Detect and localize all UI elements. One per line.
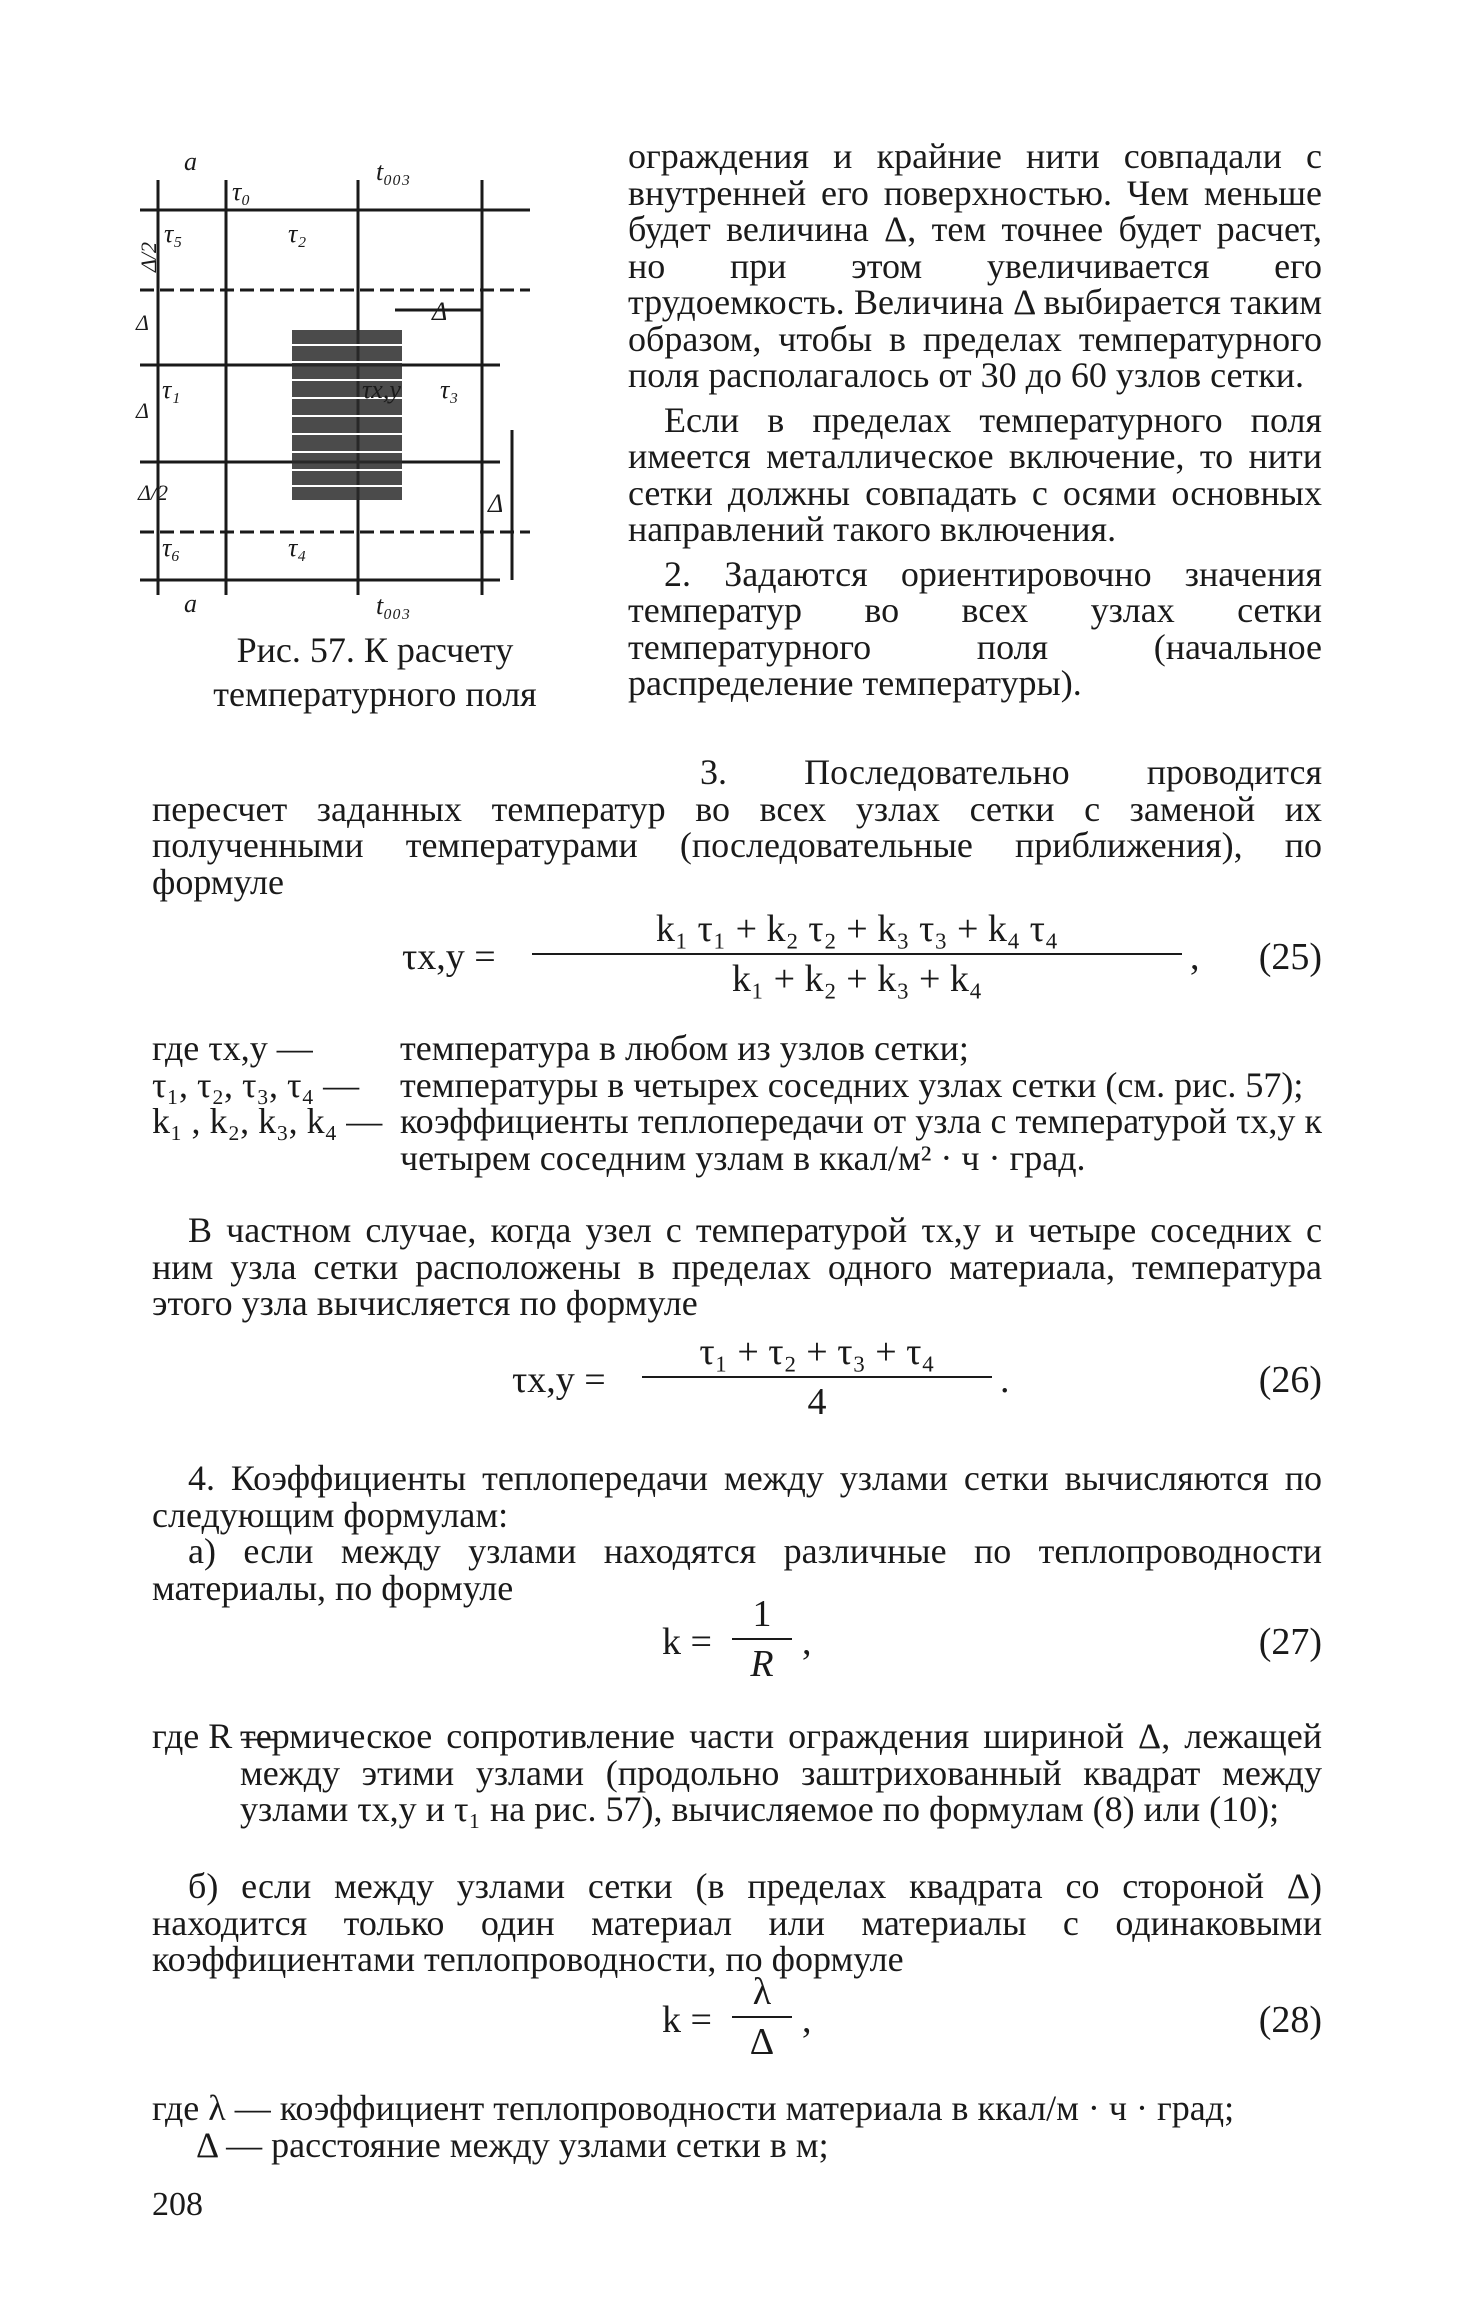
paragraph: а) если между узлами находятся различные по теплопроводности материалы, по формуле [152, 1531, 1322, 1608]
eq-lhs: τx,y = [512, 1359, 606, 1401]
definition-row [152, 1718, 1322, 1828]
eq-punct: . [1000, 1359, 1010, 1401]
paragraph-special [152, 1212, 1322, 1322]
definition-row [152, 1064, 1322, 1105]
eq-fraction [732, 1590, 792, 1688]
eq-punct: , [1190, 936, 1200, 978]
paragraph-b [152, 1868, 1322, 1978]
label-tau1: τ₁ [162, 375, 181, 404]
label-tau5: τ₅ [164, 219, 183, 248]
paragraph: 4. Коэффициенты теплопередачи между узлами сетки вычисляются по следующим формулам: [152, 1458, 1322, 1535]
label-tau2: τ₂ [288, 219, 307, 248]
label-tvozd-top: t₀₀₃ [376, 157, 411, 186]
label-tau6: τ₆ [162, 533, 181, 562]
eq-numerator: k₁ τ₁ + k₂ τ₂ + k₃ τ₃ + k₄ τ₄ [655, 908, 1059, 950]
eq-lhs: k = [662, 1999, 712, 2041]
paragraph: б) если между узлами сетки (в пределах квадрата со стороной Δ) находится только один материал или материалы с одинаковыми коэффициентами теплопроводности, по формуле [152, 1866, 1322, 1979]
eq-numerator: λ [752, 1971, 772, 2013]
equation-25 [152, 905, 1322, 1025]
definition-28 [152, 2090, 1322, 2163]
eq-punct: , [802, 1621, 812, 1663]
definition-27 [152, 1718, 1322, 1828]
label-a-top: a [184, 147, 197, 176]
paragraph: 3. Последовательно проводится пересчет заданных температур во всех узлах сетки с заменой их полученными температурами (последовательные приближения), по формуле [152, 752, 1322, 902]
definition-line: где λ — коэффициент теплопроводности материала в ккал/м · ч · град; [152, 2088, 1235, 2128]
label-delta-left: Δ [136, 310, 149, 335]
eq-denominator: 4 [807, 1381, 827, 1423]
definition-desc: температуры в четырех соседних узлах сетки (см. рис. 57); [400, 1064, 1304, 1105]
definition-desc: температура в любом из узлов сетки; [400, 1028, 969, 1068]
equation-27 [152, 1590, 1322, 1710]
label-a-bottom: a [184, 589, 197, 618]
label-half-top: Δ/2 [136, 241, 161, 272]
equation-number: (25) [1258, 936, 1322, 978]
definition-term: где R — [152, 1716, 278, 1756]
eq-denominator: R [750, 1643, 774, 1685]
eq-denominator: Δ [749, 2021, 775, 2063]
definitions-25 [152, 1030, 1322, 1176]
paragraph-step3 [152, 754, 1322, 900]
equation-number: (26) [1258, 1359, 1322, 1401]
paragraph: В частном случае, когда узел с температурой τx,y и четыре соседних с ним узла сетки расположены в пределах одного материала, температура этого узла вычисляется по формуле [152, 1210, 1322, 1323]
figure-caption: Рис. 57. К расчету температурного поля [213, 630, 537, 714]
equation-number: (27) [1258, 1621, 1322, 1663]
definition-desc: термическое сопротивление части ограждения шириной Δ, лежащей между этими узлами (продольно заштрихованный квадрат между узлами τx,y и τ₁ на рис. 57), вычисляемое по формулам (8) или (10); [240, 1716, 1322, 1829]
definition-term: где τx,y — [152, 1028, 313, 1068]
label-tvozd-bottom: t₀₀₃ [376, 591, 411, 620]
definition-line: Δ — расстояние между узлами сетки в м; [196, 2124, 829, 2165]
label-tau3: τ₃ [440, 375, 459, 404]
eq-numerator: τ₁ + τ₂ + τ₃ + τ₄ [699, 1331, 935, 1373]
paragraph-step4 [152, 1460, 1322, 1606]
paragraph: Если в пределах температурного поля имеется металлическое включение, то нити сетки должны совпадать с осями основных направлений такого включения. [628, 399, 1322, 549]
equation-28 [152, 1968, 1322, 2088]
label-tauxy: τx,y [362, 375, 401, 404]
eq-fraction [532, 905, 1182, 1003]
eq-lhs: τx,y = [402, 936, 496, 978]
paragraph: ограждения и крайние нити совпадали с внутренней его поверхностью. Чем меньше будет величина Δ, тем точнее будет расчет, но при этом увеличивается его трудоемкость. Величина Δ выбирается таким образом, чтобы в пределах температурного поля располагалось от 30 до 60 узлов сетки. [628, 136, 1322, 395]
definition-row [152, 1103, 1322, 1176]
right-column [628, 138, 1322, 702]
definition-term: k₁ , k₂, k₃, k₄ — [152, 1101, 383, 1141]
label-delta-right: Δ [432, 297, 448, 326]
equation-number: (28) [1258, 1999, 1322, 2041]
paragraph: 2. Задаются ориентировочно значения температур во всех узлах сетки температурного поля (начальное распределение температуры). [628, 553, 1322, 703]
label-delta-right2: Δ [488, 489, 504, 518]
equation-26 [152, 1328, 1322, 1448]
definition-row [152, 1030, 1322, 1067]
eq-lhs: k = [662, 1621, 712, 1663]
label-delta-left2: Δ [136, 398, 149, 423]
eq-denominator: k₁ + k₂ + k₃ + k₄ [731, 958, 983, 1000]
eq-punct: , [802, 1999, 812, 2041]
definition-term: τ₁, τ₂, τ₃, τ₄ — [152, 1064, 360, 1105]
eq-fraction [732, 1968, 792, 2066]
definition-desc: коэффициенты теплопередачи от узла с температурой τx,y к четырем соседним узлам в ккал/м² · ч · град. [400, 1101, 1322, 1178]
label-tau0: τ₀ [232, 177, 251, 206]
page-number: 208 [152, 2186, 203, 2223]
eq-fraction [642, 1328, 992, 1426]
label-half-bottom: Δ/2 [138, 480, 169, 505]
grid-figure [136, 140, 600, 620]
eq-numerator: 1 [752, 1593, 772, 1635]
label-tau4: τ₄ [288, 533, 307, 562]
